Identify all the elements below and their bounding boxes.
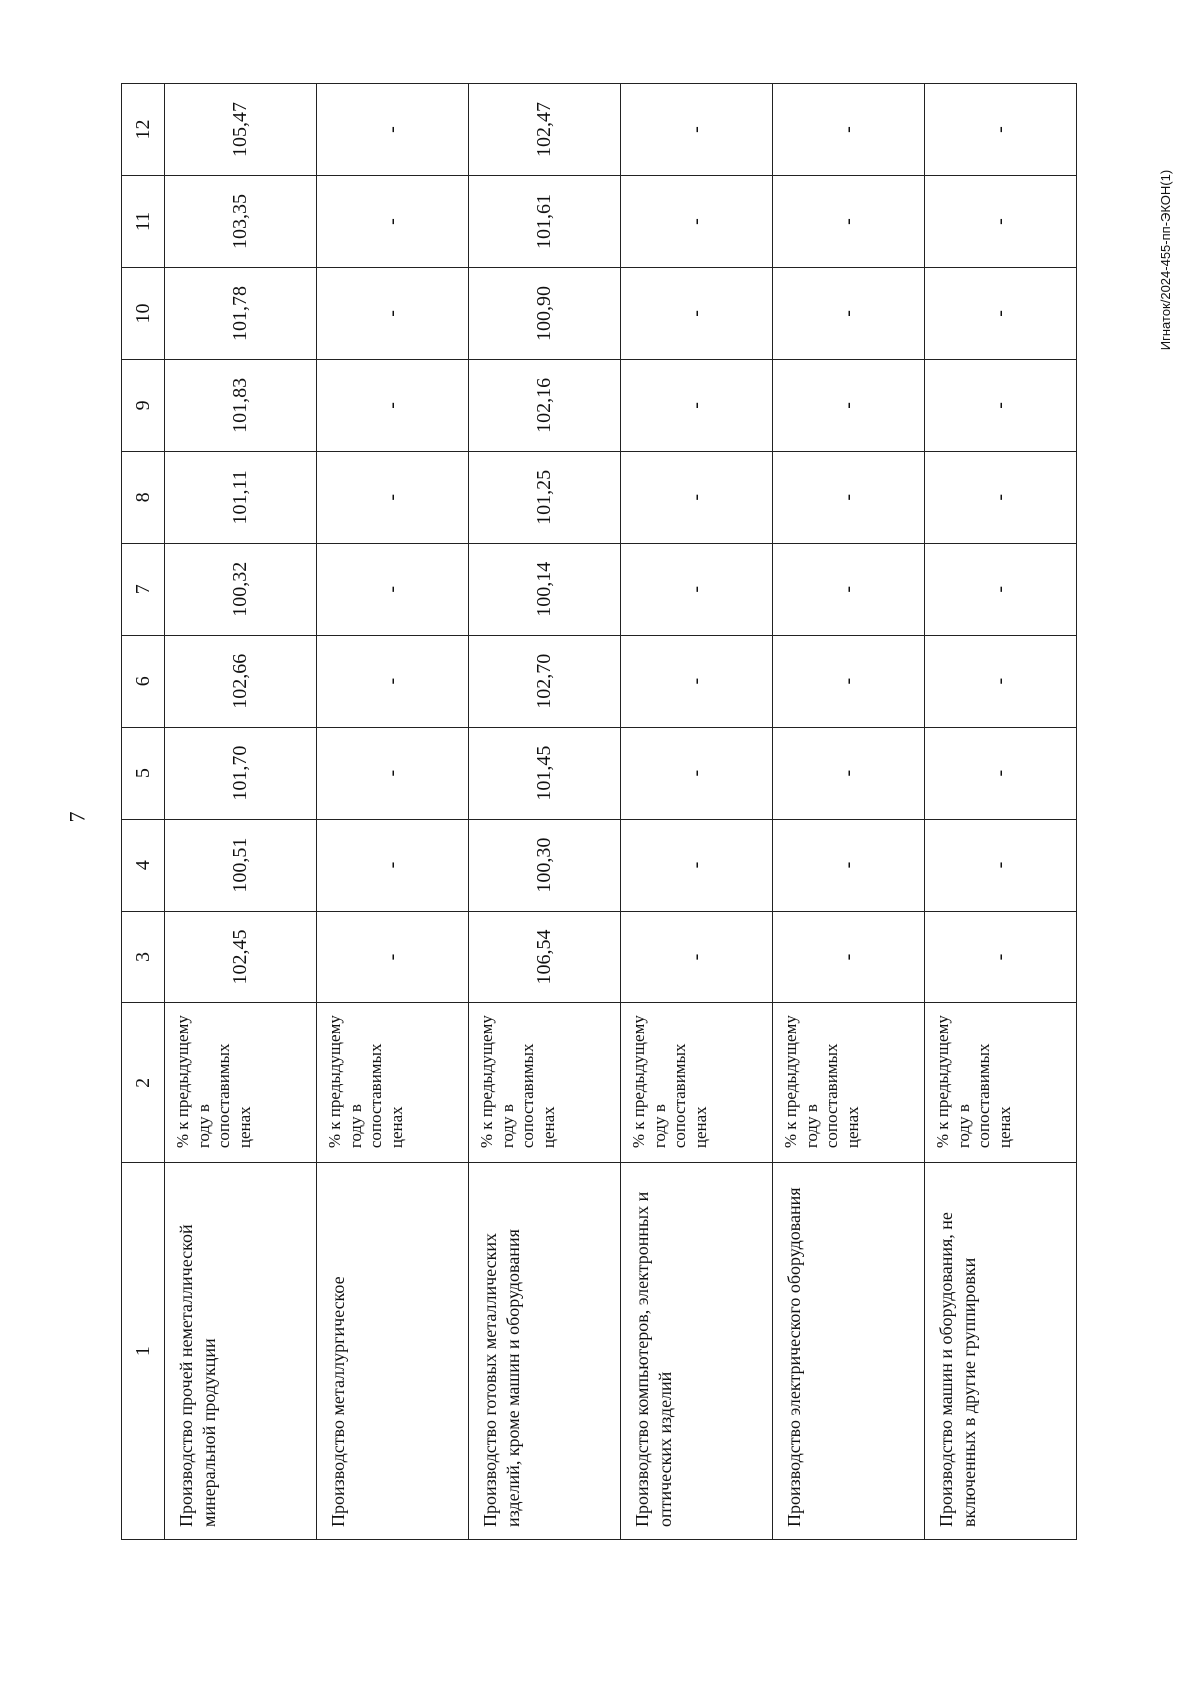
value-cell: - bbox=[317, 176, 469, 268]
indicator-name: Производство металлургическое bbox=[317, 1163, 469, 1540]
value-cell: - bbox=[621, 451, 773, 543]
value-cell: 101,70 bbox=[165, 727, 317, 819]
value-cell: - bbox=[773, 84, 925, 176]
footer-code-container bbox=[1158, 110, 1178, 410]
table-row bbox=[621, 84, 773, 1540]
value-cell: 101,78 bbox=[165, 267, 317, 359]
value-cell: 102,47 bbox=[469, 84, 621, 176]
value-cell: 100,32 bbox=[165, 543, 317, 635]
table-row bbox=[317, 84, 469, 1540]
value-cell: - bbox=[621, 84, 773, 176]
column-header-7: 7 bbox=[122, 543, 165, 635]
value-cell: - bbox=[317, 911, 469, 1003]
rotated-table bbox=[121, 83, 1077, 1540]
unit-of-measure: % к предыдущему году в сопоставимых ценах bbox=[317, 1003, 469, 1163]
value-cell: 100,51 bbox=[165, 819, 317, 911]
value-cell: 102,16 bbox=[469, 359, 621, 451]
value-cell: - bbox=[925, 543, 1077, 635]
column-header-11: 11 bbox=[122, 176, 165, 268]
value-cell: - bbox=[317, 727, 469, 819]
value-cell: - bbox=[773, 635, 925, 727]
unit-of-measure: % к предыдущему году в сопоставимых ценах bbox=[773, 1003, 925, 1163]
value-cell: - bbox=[773, 819, 925, 911]
value-cell: - bbox=[621, 819, 773, 911]
value-cell: 102,70 bbox=[469, 635, 621, 727]
value-cell: - bbox=[773, 267, 925, 359]
table-row bbox=[925, 84, 1077, 1540]
table-row bbox=[773, 84, 925, 1540]
indicator-name: Производство машин и оборудования, не включенных в другие группировки bbox=[925, 1163, 1077, 1540]
statistics-table bbox=[121, 83, 1077, 1540]
value-cell: 100,90 bbox=[469, 267, 621, 359]
document-code: Игнаток/2024-455-пп-ЭКОН(1) bbox=[1158, 169, 1173, 351]
column-header-6: 6 bbox=[122, 635, 165, 727]
column-header-12: 12 bbox=[122, 84, 165, 176]
value-cell: - bbox=[773, 911, 925, 1003]
unit-of-measure: % к предыдущему году в сопоставимых ценах bbox=[621, 1003, 773, 1163]
value-cell: - bbox=[773, 543, 925, 635]
value-cell: 102,45 bbox=[165, 911, 317, 1003]
value-cell: 102,66 bbox=[165, 635, 317, 727]
value-cell: - bbox=[925, 727, 1077, 819]
value-cell: 106,54 bbox=[469, 911, 621, 1003]
column-header-10: 10 bbox=[122, 267, 165, 359]
column-header-2: 2 bbox=[122, 1003, 165, 1163]
value-cell: - bbox=[317, 819, 469, 911]
value-cell: - bbox=[317, 359, 469, 451]
value-cell: 101,25 bbox=[469, 451, 621, 543]
value-cell: 105,47 bbox=[165, 84, 317, 176]
value-cell: 100,30 bbox=[469, 819, 621, 911]
value-cell: - bbox=[621, 543, 773, 635]
value-cell: 101,61 bbox=[469, 176, 621, 268]
value-cell: - bbox=[317, 543, 469, 635]
value-cell: - bbox=[621, 176, 773, 268]
table-row bbox=[469, 84, 621, 1540]
value-cell: - bbox=[925, 176, 1077, 268]
value-cell: - bbox=[317, 451, 469, 543]
column-header-4: 4 bbox=[122, 819, 165, 911]
header-row bbox=[122, 84, 165, 1540]
value-cell: - bbox=[925, 451, 1077, 543]
column-header-9: 9 bbox=[122, 359, 165, 451]
unit-of-measure: % к предыдущему году в сопоставимых ценах bbox=[925, 1003, 1077, 1163]
page-number: 7 bbox=[64, 811, 90, 823]
table-container bbox=[121, 83, 1077, 1540]
value-cell: - bbox=[317, 84, 469, 176]
value-cell: 103,35 bbox=[165, 176, 317, 268]
value-cell: - bbox=[621, 635, 773, 727]
value-cell: - bbox=[317, 267, 469, 359]
table-row bbox=[165, 84, 317, 1540]
value-cell: 100,14 bbox=[469, 543, 621, 635]
value-cell: - bbox=[925, 267, 1077, 359]
column-header-5: 5 bbox=[122, 727, 165, 819]
value-cell: - bbox=[621, 359, 773, 451]
value-cell: - bbox=[925, 911, 1077, 1003]
value-cell: - bbox=[925, 84, 1077, 176]
column-header-8: 8 bbox=[122, 451, 165, 543]
value-cell: 101,83 bbox=[165, 359, 317, 451]
value-cell: - bbox=[621, 267, 773, 359]
value-cell: - bbox=[621, 911, 773, 1003]
indicator-name: Производство готовых металлических изделий, кроме машин и оборудования bbox=[469, 1163, 621, 1540]
value-cell: - bbox=[773, 359, 925, 451]
indicator-name: Производство прочей неметаллической минеральной продукции bbox=[165, 1163, 317, 1540]
value-cell: - bbox=[621, 727, 773, 819]
value-cell: - bbox=[317, 635, 469, 727]
unit-of-measure: % к предыдущему году в сопоставимых ценах bbox=[469, 1003, 621, 1163]
value-cell: 101,11 bbox=[165, 451, 317, 543]
value-cell: - bbox=[773, 176, 925, 268]
column-header-1: 1 bbox=[122, 1163, 165, 1540]
indicator-name: Производство электрического оборудования bbox=[773, 1163, 925, 1540]
column-header-3: 3 bbox=[122, 911, 165, 1003]
value-cell: - bbox=[925, 819, 1077, 911]
value-cell: - bbox=[925, 359, 1077, 451]
value-cell: 101,45 bbox=[469, 727, 621, 819]
value-cell: - bbox=[773, 727, 925, 819]
value-cell: - bbox=[925, 635, 1077, 727]
unit-of-measure: % к предыдущему году в сопоставимых ценах bbox=[165, 1003, 317, 1163]
value-cell: - bbox=[773, 451, 925, 543]
indicator-name: Производство компьютеров, электронных и оптических изделий bbox=[621, 1163, 773, 1540]
